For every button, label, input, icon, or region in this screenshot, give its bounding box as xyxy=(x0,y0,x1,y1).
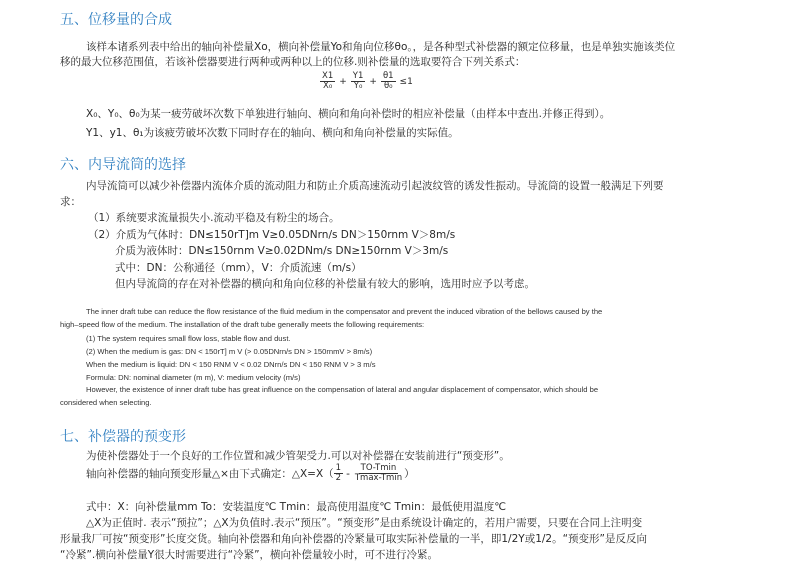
sec6-liquid-line: 介质为液体时：DN≤150rnm V≥0.02DNm/s DN≥150rnm V＞3m/s xyxy=(115,245,449,257)
sec6-english-line1: The inner draft tube can reduce the flow resistance of the fluid medium in the compensator and prevent the induced vibration of the bellows caused by the xyxy=(86,307,603,316)
fraction-temperature xyxy=(353,464,404,483)
closing-paren: ） xyxy=(404,467,415,480)
section7-title: 七、补偿器的预变形 xyxy=(60,429,186,445)
fraction-x-denominator: X₀ xyxy=(323,81,333,91)
sec5-para1-line2: 移的最大位移范围值，若该补偿器要进行两种或两种以上的位移.则补偿量的选取要符合下列关系式： xyxy=(60,56,526,68)
sec6-english-line2: high–speed flow of the medium. The installation of the draft tube generally meets the following requirements: xyxy=(60,320,425,329)
fraction-x xyxy=(320,72,335,91)
sec5-para2: X₀、Y₀、θ₀为某一疲劳破坏次数下单独进行轴向、横向和角向补偿时的相应补偿量（由样本中查出.并修正得到）。 xyxy=(86,108,611,120)
fraction-theta-numerator: θ1 xyxy=(382,71,394,81)
sec6-english-line3: (1) The system requires small flow loss, stable flow and dust. xyxy=(86,334,291,343)
fraction-y-numerator: Y1 xyxy=(352,71,364,81)
fraction-theta xyxy=(381,72,396,91)
fraction-temperature-numerator: TO-Tmin xyxy=(360,463,397,473)
fraction-x-numerator: X1 xyxy=(322,71,334,81)
sec7-para5: 形量我厂可按“预变形”长度交货。轴向补偿器和角向补偿器的冷紧量可取实际补偿量的一半，即1/2Y或1/2。“预变形”是反反向 xyxy=(60,533,647,545)
sec6-list-item2: （2）介质为气体时：DN≤150rT]m V≥0.05DNrn/s DN＞150rnm V＞8m/s xyxy=(88,229,456,241)
sec6-english-line5: When the medium is liquid: DN < 150 RNM V < 0.02 DNrn/s DN < 150 RNM V > 3 m/s xyxy=(86,360,376,369)
sec7-para6: “冷紧”.横向补偿量Y很大时需要进行“冷紧”，横向补偿量较小时，可不进行冷紧。 xyxy=(60,549,439,561)
sec7-para4: △X为正值时. 表示“预拉”；△X为负值时.表示“预压”。“预变形”是由系统设计确定的，若用户需要，只要在合同上注明变 xyxy=(86,517,643,529)
sec6-list-item1: （1）系统要求流量损失小.流动平稳及有粉尘的场合。 xyxy=(88,212,340,224)
sec6-note: 但内导流筒的存在对补偿器的横向和角向位移的补偿量有较大的影响，选用时应予以考虑。 xyxy=(115,278,535,290)
sec6-english-line4: (2) When the medium is gas: DN < 150rT] m V (> 0.05DNrn/s DN > 150rnmV > 8m/s) xyxy=(86,347,373,356)
sec7-para1: 为使补偿器处于一个良好的工作位置和减少管架受力.可以对补偿器在安装前进行“预变形”。 xyxy=(86,450,510,462)
fraction-half-denominator: 2 xyxy=(335,473,342,483)
sec7-para3: 式中：X：向补偿量mm To：安装温度℃ Tmin：最高使用温度℃ Tmin：最低使用温度℃ xyxy=(86,501,507,513)
section6-title: 六、内导流筒的选择 xyxy=(60,157,186,173)
displacement-formula xyxy=(320,72,413,91)
fraction-half xyxy=(334,464,343,483)
formula-lead-text: 轴向补偿器的轴向预变形量△×由下式确定：△X=X（ xyxy=(86,467,334,480)
fraction-y-denominator: Y₀ xyxy=(353,81,363,91)
sec5-para1-line1: 该样本诸系列表中给出的轴向补偿量Xo，横向补偿量Yo和角向位移θo。，是各种型式补偿器的额定位移量，也是单独实施该类位 xyxy=(86,41,676,53)
minus-sign: - xyxy=(346,467,350,480)
fraction-theta-denominator: θ₀ xyxy=(383,81,393,91)
fraction-half-numerator: 1 xyxy=(335,463,342,473)
plus-sign: + xyxy=(369,76,377,87)
sec5-para3: Y1、y1、θ₁为该疲劳破坏次数下同时存在的轴向、横向和角向补偿量的实际值。 xyxy=(86,127,459,139)
sec6-formula-legend: 式中：DN：公称通径（mm），V：介质流速（m/s） xyxy=(115,262,362,274)
sec6-para1-line2: 求： xyxy=(60,196,81,208)
fraction-temperature-denominator: Tmax-Tmin xyxy=(354,473,403,483)
fraction-y xyxy=(351,72,366,91)
sec6-english-line7: However, the existence of inner draft tube has great influence on the compensation of lateral and angular displacement of compensator, which should be xyxy=(86,385,599,394)
sec6-english-line6: Formula: DN: nominal diameter (m m), V: medium velocity (m/s) xyxy=(86,373,301,382)
sec7-predeformation-formula xyxy=(86,464,415,483)
sec6-english-line8: considered when selecting. xyxy=(60,398,152,407)
plus-sign: + xyxy=(339,76,347,87)
section5-title: 五、位移量的合成 xyxy=(60,12,172,28)
less-equal-one: ≤1 xyxy=(399,76,413,87)
sec6-para1-line1: 内导流筒可以减少补偿器内流体介质的流动阻力和防止介质高速流动引起波纹管的诱发性振动。导流筒的设置一般满足下列要 xyxy=(86,180,664,192)
